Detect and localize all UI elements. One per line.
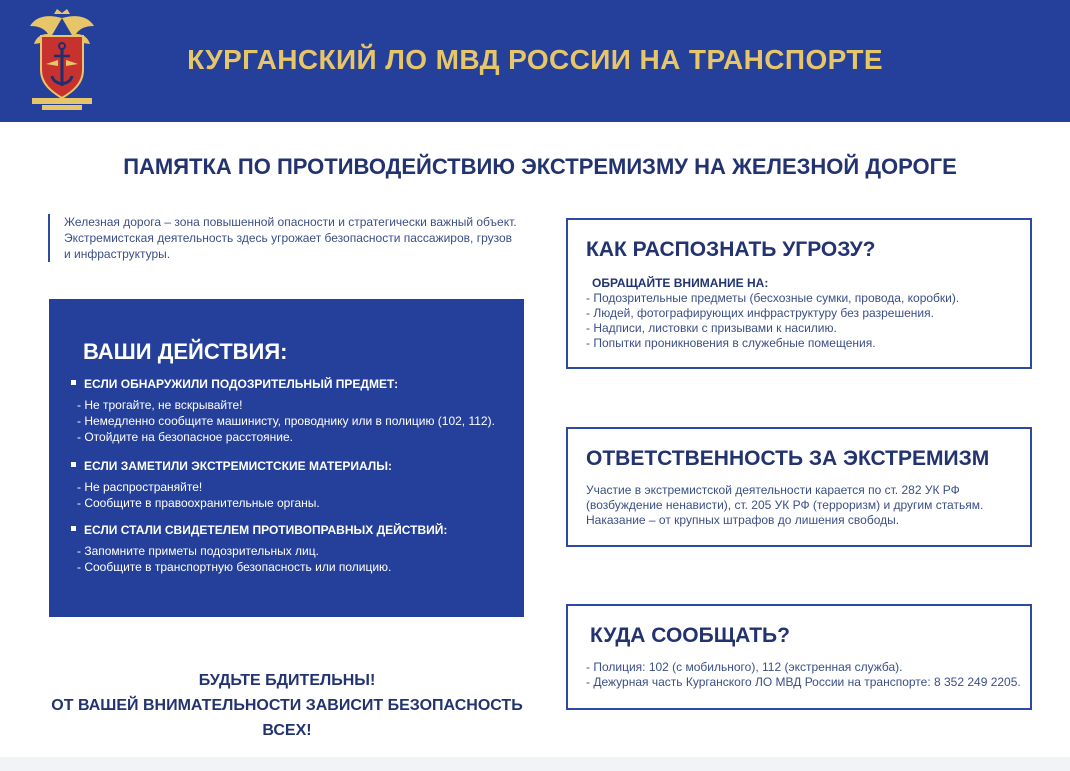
intro-line: Экстремистская деятельность здесь угрожает безопасности пассажиров, грузов xyxy=(64,231,513,245)
threat-item: - Надписи, листовки с призывами к насилию. xyxy=(586,321,837,335)
vigilance-line-2: ОТ ВАШЕЙ ВНИМАТЕЛЬНОСТИ ЗАВИСИТ БЕЗОПАСНОСТЬ ВСЕХ! xyxy=(51,697,523,739)
square-bullet-icon xyxy=(71,526,76,531)
action-item: - Не трогайте, не вскрывайте! xyxy=(77,398,243,412)
report-line: - Полиция: 102 (с мобильного), 112 (экстренная служба). xyxy=(586,660,903,674)
footer-strip xyxy=(0,757,1070,771)
page-title: ПАМЯТКА ПО ПРОТИВОДЕЙСТВИЮ ЭКСТРЕМИЗМУ НА ЖЕЛЕЗНОЙ ДОРОГЕ xyxy=(123,154,957,179)
threat-label: ОБРАЩАЙТЕ ВНИМАНИЕ НА: xyxy=(592,276,769,290)
header-banner xyxy=(0,0,1070,122)
action-group xyxy=(71,523,511,575)
responsibility-line: Наказание – от крупных штрафов до лишения свободы. xyxy=(586,513,900,527)
report-text xyxy=(586,660,1026,690)
action-item: - Не распространяйте! xyxy=(77,480,203,494)
action-item: - Отойдите на безопасное расстояние. xyxy=(77,430,293,444)
threat-item: - Попытки проникновения в служебные помещения. xyxy=(586,336,876,350)
action-item: - Сообщите в транспортную безопасность или полицию. xyxy=(77,560,392,574)
threat-box xyxy=(566,218,1032,369)
responsibility-text xyxy=(586,483,1026,528)
report-box xyxy=(566,604,1032,710)
action-group xyxy=(71,459,511,511)
threat-title: КАК РАСПОЗНАТЬ УГРОЗУ? xyxy=(586,238,876,261)
vigilance-message xyxy=(30,668,544,743)
actions-title: ВАШИ ДЕЙСТВИЯ: xyxy=(83,339,288,364)
intro-text xyxy=(48,214,549,262)
threat-item: - Людей, фотографирующих инфраструктуру без разрешения. xyxy=(586,306,934,320)
intro-line: и инфраструктуры. xyxy=(64,247,171,261)
square-bullet-icon xyxy=(71,380,76,385)
action-item: - Немедленно сообщите машинисту, проводнику или в полицию (102, 112). xyxy=(77,414,495,428)
square-bullet-icon xyxy=(71,462,76,467)
action-group-heading: ЕСЛИ СТАЛИ СВИДЕТЕЛЕМ ПРОТИВОПРАВНЫХ ДЕЙСТВИЙ: xyxy=(71,523,511,537)
report-title: КУДА СООБЩАТЬ? xyxy=(590,624,790,647)
action-group xyxy=(71,377,511,445)
responsibility-title: ОТВЕТСТВЕННОСТЬ ЗА ЭКСТРЕМИЗМ xyxy=(586,447,990,470)
intro-line: Железная дорога – зона повышенной опасности и стратегически важный объект. xyxy=(64,215,517,229)
actions-panel xyxy=(49,299,524,617)
action-group-heading: ЕСЛИ ОБНАРУЖИЛИ ПОДОЗРИТЕЛЬНЫЙ ПРЕДМЕТ: xyxy=(71,377,511,391)
responsibility-line: Участие в экстремистской деятельности карается по ст. 282 УК РФ xyxy=(586,483,960,497)
header-title: КУРГАНСКИЙ ЛО МВД РОССИИ НА ТРАНСПОРТЕ xyxy=(187,44,883,75)
report-line: - Дежурная часть Курганского ЛО МВД России на транспорте: 8 352 249 2205. xyxy=(586,675,1021,689)
threat-list xyxy=(586,276,1026,351)
vigilance-line-1: БУДЬТЕ БДИТЕЛЬНЫ! xyxy=(198,672,376,689)
action-item: - Запомните приметы подозрительных лиц. xyxy=(77,544,319,558)
action-group-heading: ЕСЛИ ЗАМЕТИЛИ ЭКСТРЕМИСТСКИЕ МАТЕРИАЛЫ: xyxy=(71,459,511,473)
action-item: - Сообщите в правоохранительные органы. xyxy=(77,496,320,510)
responsibility-box xyxy=(566,427,1032,547)
threat-item: - Подозрительные предметы (бесхозные сумки, провода, коробки). xyxy=(586,291,960,305)
responsibility-line: (возбуждение ненависти), ст. 205 УК РФ (терроризм) и другим статьям. xyxy=(586,498,984,512)
